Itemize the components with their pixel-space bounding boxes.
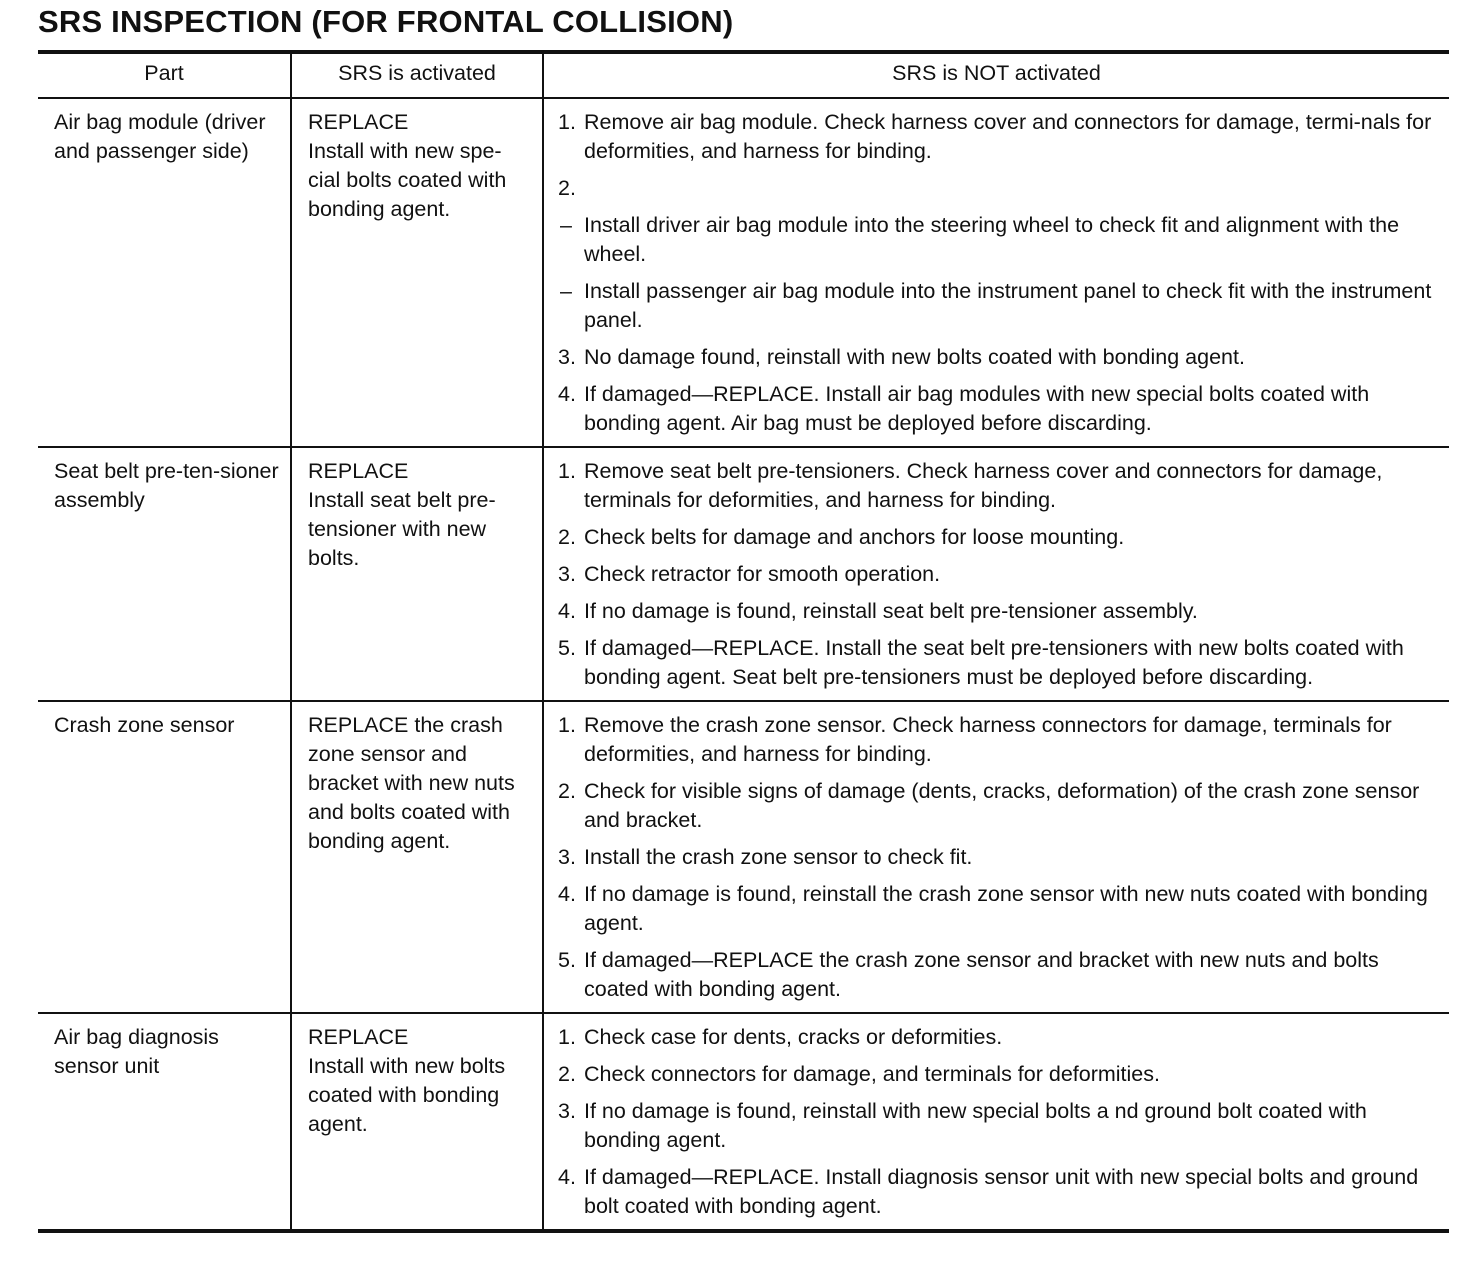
step-marker: 1. (558, 459, 576, 483)
inspection-step (558, 880, 1435, 938)
step-marker: 5. (558, 948, 576, 972)
step-marker: – (560, 279, 572, 303)
column-header-srs-not-activated: SRS is NOT activated (543, 52, 1449, 98)
srs-not-activated-cell (543, 447, 1449, 701)
srs-activated-cell (291, 447, 543, 701)
page-title: SRS INSPECTION (FOR FRONTAL COLLISION) (38, 4, 734, 39)
table-row (38, 1013, 1449, 1231)
step-marker: 3. (558, 1099, 576, 1123)
column-header-srs-activated: SRS is activated (291, 52, 543, 98)
table-row (38, 447, 1449, 701)
inspection-steps (558, 1023, 1435, 1221)
srs-not-activated-cell (543, 98, 1449, 447)
table-row (38, 98, 1449, 447)
srs-activated-cell (291, 98, 543, 447)
step-marker: – (560, 213, 572, 237)
step-text: If no damage is found, reinstall seat belt pre-tensioner assembly. (584, 599, 1198, 623)
part-cell: Crash zone sensor (38, 701, 291, 1013)
step-text: Check belts for damage and anchors for loose mounting. (584, 525, 1125, 549)
step-text: No damage found, reinstall with new bolts coated with bonding agent. (584, 345, 1245, 369)
part-cell: Seat belt pre-ten-sioner assembly (38, 447, 291, 701)
inspection-step (558, 777, 1435, 835)
table-row (38, 701, 1449, 1013)
step-marker: 2. (558, 176, 576, 200)
activated-text-line: bonding agent. (308, 197, 451, 221)
srs-not-activated-cell (543, 701, 1449, 1013)
inspection-step (558, 523, 1435, 552)
srs-not-activated-cell (543, 1013, 1449, 1231)
inspection-step (558, 174, 1435, 203)
step-marker: 5. (558, 636, 576, 660)
srs-inspection-table (38, 50, 1449, 1233)
inspection-steps (558, 711, 1435, 1004)
inspection-step (558, 634, 1435, 692)
step-text: If damaged—REPLACE. Install diagnosis sensor unit with new special bolts and ground bolt coated with bonding agent. (584, 1165, 1419, 1218)
activated-text-line: bonding agent. (308, 829, 451, 853)
step-text: Check connectors for damage, and terminals for deformities. (584, 1062, 1160, 1086)
inspection-step (558, 946, 1435, 1004)
inspection-step (558, 597, 1435, 626)
activated-text-line: agent. (308, 1112, 368, 1136)
column-header-part: Part (38, 52, 291, 98)
step-marker: 2. (558, 779, 576, 803)
step-text: Check retractor for smooth operation. (584, 562, 941, 586)
step-text: If no damage is found, reinstall the crash zone sensor with new nuts coated with bonding agent. (584, 882, 1428, 935)
step-text (584, 174, 1435, 203)
step-text: Check case for dents, cracks or deformities. (584, 1025, 1003, 1049)
inspection-step (558, 457, 1435, 515)
inspection-step (558, 277, 1435, 335)
activated-text-line: bracket with new nuts (308, 771, 515, 795)
inspection-step (558, 211, 1435, 269)
inspection-step (558, 1163, 1435, 1221)
step-marker: 1. (558, 1025, 576, 1049)
step-text: Remove the crash zone sensor. Check harness connectors for damage, terminals for deformities, and harness for binding. (584, 713, 1392, 766)
activated-text-line: REPLACE (308, 110, 409, 134)
inspection-step (558, 108, 1435, 166)
step-text: Remove air bag module. Check harness cover and connectors for damage, termi-nals for deformities, and harness for binding. (584, 110, 1432, 163)
step-text: Install driver air bag module into the steering wheel to check fit and alignment with the wheel. (584, 213, 1400, 266)
step-text: If damaged—REPLACE the crash zone sensor and bracket with new nuts and bolts coated with bonding agent. (584, 948, 1379, 1001)
step-marker: 4. (558, 1165, 576, 1189)
inspection-steps (558, 457, 1435, 692)
part-cell: Air bag diagnosis sensor unit (54, 1025, 219, 1078)
step-marker: 3. (558, 845, 576, 869)
step-text: If damaged—REPLACE. Install the seat belt pre-tensioners with new bolts coated with bonding agent. Seat belt pre-tensioners must be deployed before discarding. (584, 636, 1404, 689)
activated-text-line: zone sensor and (308, 742, 467, 766)
inspection-step (558, 1097, 1435, 1155)
activated-text-line: coated with bonding (308, 1083, 500, 1107)
step-text: Install the crash zone sensor to check fit. (584, 845, 973, 869)
inspection-step (558, 711, 1435, 769)
step-marker: 4. (558, 382, 576, 406)
inspection-step (558, 380, 1435, 438)
inspection-steps (558, 108, 1435, 438)
step-marker: 1. (558, 110, 576, 134)
activated-text-line: Install with new spe- (308, 139, 502, 163)
activated-text-line: Install seat belt pre- (308, 488, 496, 512)
inspection-step (558, 343, 1435, 372)
step-marker: 4. (558, 599, 576, 623)
step-text: Install passenger air bag module into the instrument panel to check fit with the instrument panel. (584, 279, 1432, 332)
activated-text-line: Install with new bolts (308, 1054, 506, 1078)
activated-text-line: cial bolts coated with (308, 168, 507, 192)
inspection-step (558, 560, 1435, 589)
step-text: Check for visible signs of damage (dents, cracks, deformation) of the crash zone sensor and bracket. (584, 779, 1420, 832)
step-marker: 3. (558, 345, 576, 369)
srs-activated-cell (291, 701, 543, 1013)
step-marker: 4. (558, 882, 576, 906)
step-marker: 3. (558, 562, 576, 586)
inspection-step (558, 1060, 1435, 1089)
step-marker: 1. (558, 713, 576, 737)
step-text: Remove seat belt pre-tensioners. Check harness cover and connectors for damage, terminals for deformities, and harness for binding. (584, 459, 1383, 512)
activated-text-line: REPLACE (308, 459, 409, 483)
step-marker: 2. (558, 525, 576, 549)
inspection-step (558, 843, 1435, 872)
part-cell: Air bag module (driver and passenger side) (38, 98, 291, 447)
activated-text-line: tensioner with new (308, 517, 487, 541)
activated-text-line: REPLACE (308, 1025, 409, 1049)
step-marker: 2. (558, 1062, 576, 1086)
activated-text-line: bolts. (308, 546, 360, 570)
activated-text-line: and bolts coated with (308, 800, 510, 824)
inspection-step (558, 1023, 1435, 1052)
srs-activated-cell (291, 1013, 543, 1231)
step-text: If damaged—REPLACE. Install air bag modules with new special bolts coated with bonding agent. Air bag must be deployed before discarding. (584, 382, 1370, 435)
step-text: If no damage is found, reinstall with new special bolts a nd ground bolt coated with bonding agent. (584, 1099, 1367, 1152)
activated-text-line: REPLACE the crash (308, 713, 503, 737)
header-row (38, 52, 1449, 98)
